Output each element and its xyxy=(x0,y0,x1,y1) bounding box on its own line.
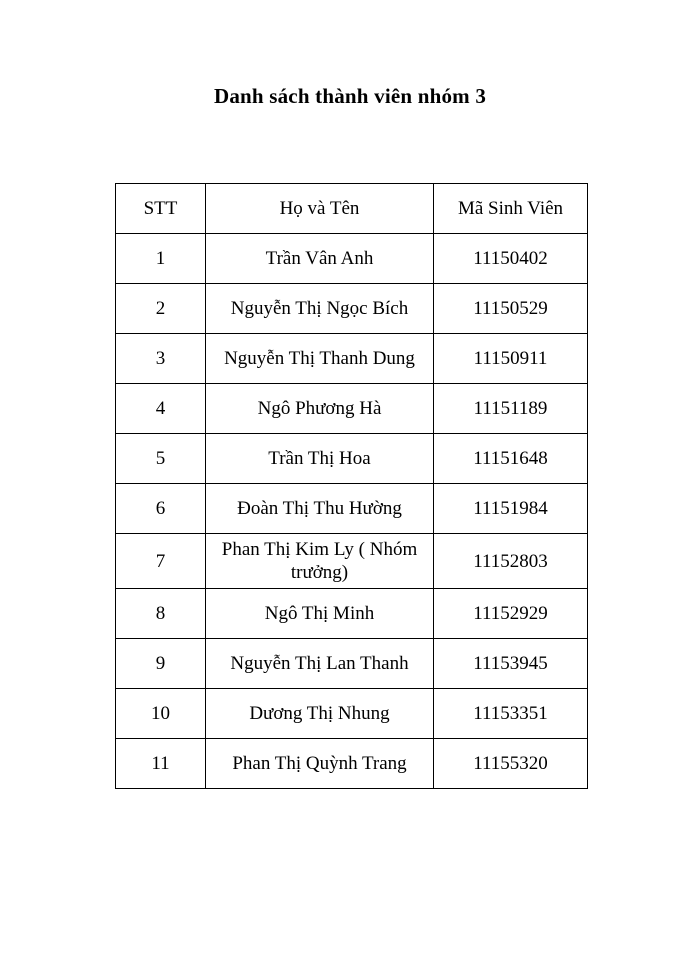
table-row xyxy=(116,434,588,484)
cell-name: Ngô Thị Minh xyxy=(206,589,434,639)
header-student-id: Mã Sinh Viên xyxy=(434,184,588,234)
cell-student-id: 11151189 xyxy=(434,384,588,434)
cell-name: Phan Thị Kim Ly ( Nhóm trưởng) xyxy=(206,534,434,589)
cell-name: Đoàn Thị Thu Hường xyxy=(206,484,434,534)
cell-stt: 4 xyxy=(116,384,206,434)
table-row xyxy=(116,639,588,689)
page-title: Danh sách thành viên nhóm 3 xyxy=(213,84,487,108)
cell-stt: 2 xyxy=(116,284,206,334)
cell-student-id: 11153351 xyxy=(434,689,588,739)
table-row xyxy=(116,484,588,534)
cell-stt: 11 xyxy=(116,739,206,789)
cell-stt: 6 xyxy=(116,484,206,534)
header-stt: STT xyxy=(116,184,206,234)
cell-student-id: 11150529 xyxy=(434,284,588,334)
table-row xyxy=(116,334,588,384)
table-row xyxy=(116,234,588,284)
cell-student-id: 11152803 xyxy=(434,534,588,589)
table-row xyxy=(116,284,588,334)
cell-name: Dương Thị Nhung xyxy=(206,689,434,739)
cell-student-id: 11151648 xyxy=(434,434,588,484)
table-row xyxy=(116,739,588,789)
cell-stt: 5 xyxy=(116,434,206,484)
table-row xyxy=(116,384,588,434)
cell-name: Nguyễn Thị Ngọc Bích xyxy=(206,284,434,334)
cell-student-id: 11150402 xyxy=(434,234,588,284)
table-header-row xyxy=(116,184,588,234)
cell-stt: 9 xyxy=(116,639,206,689)
cell-name: Trần Thị Hoa xyxy=(206,434,434,484)
cell-stt: 3 xyxy=(116,334,206,384)
members-table xyxy=(115,183,588,789)
table-row xyxy=(116,589,588,639)
header-name: Họ và Tên xyxy=(206,184,434,234)
cell-stt: 8 xyxy=(116,589,206,639)
cell-stt: 7 xyxy=(116,534,206,589)
table-row xyxy=(116,689,588,739)
cell-name: Trần Vân Anh xyxy=(206,234,434,284)
cell-student-id: 11155320 xyxy=(434,739,588,789)
cell-stt: 10 xyxy=(116,689,206,739)
cell-name: Ngô Phương Hà xyxy=(206,384,434,434)
cell-name: Phan Thị Quỳnh Trang xyxy=(206,739,434,789)
cell-stt: 1 xyxy=(116,234,206,284)
cell-student-id: 11150911 xyxy=(434,334,588,384)
cell-student-id: 11152929 xyxy=(434,589,588,639)
cell-name: Nguyễn Thị Lan Thanh xyxy=(206,639,434,689)
cell-name: Nguyễn Thị Thanh Dung xyxy=(206,334,434,384)
cell-student-id: 11151984 xyxy=(434,484,588,534)
table-row xyxy=(116,534,588,589)
cell-student-id: 11153945 xyxy=(434,639,588,689)
